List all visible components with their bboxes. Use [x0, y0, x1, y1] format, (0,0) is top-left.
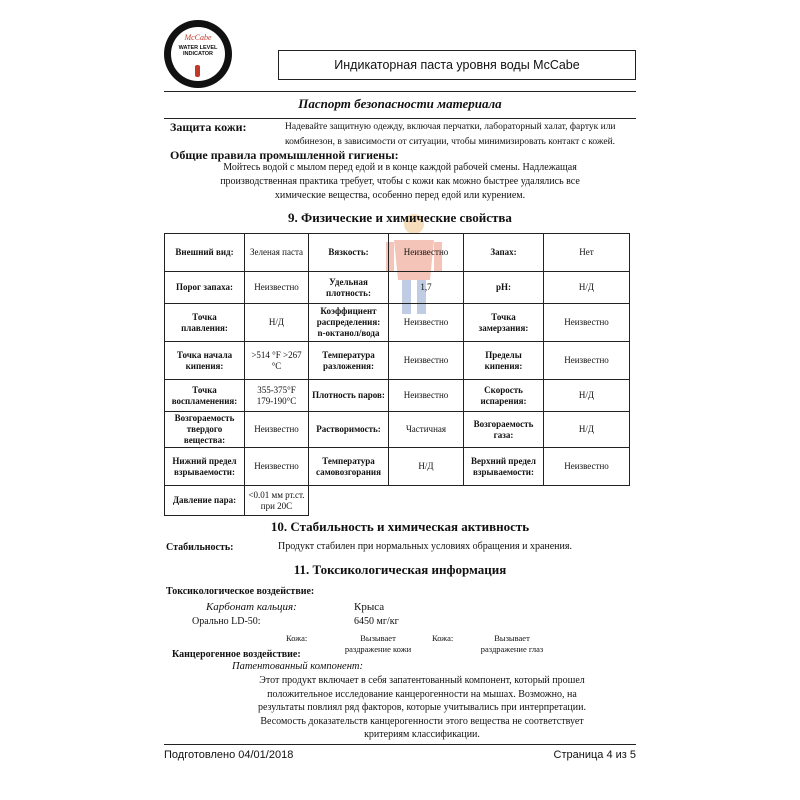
- logo-text: WATER LEVEL INDICATOR: [178, 45, 218, 57]
- prop-label: Удельная плотность:: [309, 272, 389, 304]
- eye-effect-label: Кожа:: [432, 633, 454, 643]
- prop-label: Скорость испарения:: [464, 380, 544, 412]
- prop-label: Вязкость:: [309, 234, 389, 272]
- prop-label: Внешний вид:: [165, 234, 245, 272]
- prop-value: <0.01 мм рт.ст. при 20С: [245, 486, 309, 516]
- prop-label: Возгораемость твердого вещества:: [165, 412, 245, 448]
- section-10-heading: 10. Стабильность и химическая активность: [270, 519, 530, 534]
- prop-value: Неизвестно: [544, 448, 630, 486]
- prop-label: Запах:: [464, 234, 544, 272]
- prop-label: Точка начала кипения:: [165, 342, 245, 380]
- prop-label: Температура разложения:: [309, 342, 389, 380]
- prop-value: 1,7: [389, 272, 464, 304]
- hygiene-text: Мойтесь водой с мылом перед едой и в конце каждой рабочей смены. Надлежащая производственная практика требует, чтобы с кожи как можно быстрее удалялись все химические вещества, особенно перед едой или курением.: [220, 162, 580, 201]
- table-row: [165, 486, 630, 516]
- prop-label: Коэффициент распределения: n-октанол/вода: [309, 304, 389, 342]
- footer-divider: [164, 744, 636, 745]
- logo-script: McCabe: [184, 33, 212, 42]
- header-divider-bottom: [164, 118, 636, 119]
- eye-effect-value: Вызывает раздражение глаз: [480, 633, 544, 654]
- prop-label: Пределы кипения:: [464, 342, 544, 380]
- prop-value: Н/Д: [544, 272, 630, 304]
- document-subtitle: Паспорт безопасности материала: [298, 96, 502, 111]
- prop-label: Порог запаха:: [165, 272, 245, 304]
- oral-ld50-label: Орально LD-50:: [192, 616, 261, 627]
- proprietary-component-label: Патентованный компонент:: [232, 661, 363, 672]
- hygiene-heading: Общие правила промышленной гигиены:: [170, 148, 399, 162]
- section-9-heading: 9. Физические и химические свойства: [288, 210, 512, 225]
- prop-label: Давление пара:: [165, 486, 245, 516]
- prop-value: >514 °F >267 °C: [245, 342, 309, 380]
- header-divider-top: [164, 91, 636, 92]
- section-11-heading: 11. Токсикологическая информация: [293, 562, 507, 577]
- prop-label: Возгораемость газа:: [464, 412, 544, 448]
- prop-value: Неизвестно: [544, 304, 630, 342]
- table-row: [165, 272, 630, 304]
- substance-name: Карбонат кальция:: [206, 601, 297, 613]
- oral-ld50-value: 6450 мг/кг: [354, 616, 399, 627]
- table-row: [165, 234, 630, 272]
- table-row: [165, 412, 630, 448]
- prop-label: Температура самовозгорания: [309, 448, 389, 486]
- prop-value: Неизвестно: [245, 412, 309, 448]
- stability-text: Продукт стабилен при нормальных условиях обращения и хранения.: [278, 541, 572, 552]
- carcinogenic-label: Канцерогенное воздействие:: [172, 649, 301, 660]
- physical-properties-table: [164, 233, 630, 516]
- tox-effects-label: Токсикологическое воздействие:: [166, 586, 315, 597]
- document-title: Индикаторная паста уровня воды McCabe: [278, 50, 636, 80]
- prop-value: Н/Д: [544, 412, 630, 448]
- company-logo: [164, 20, 232, 88]
- prop-label: Растворимость:: [309, 412, 389, 448]
- skin-effect-label: Кожа:: [286, 633, 308, 643]
- skin-protection-label: Защита кожи:: [170, 120, 247, 134]
- prop-label: Точка плавления:: [165, 304, 245, 342]
- prop-value: Неизвестно: [389, 304, 464, 342]
- prop-label: pH:: [464, 272, 544, 304]
- skin-effect-value: Вызывает раздражение кожи: [344, 633, 412, 654]
- table-row: [165, 304, 630, 342]
- table-row: [165, 448, 630, 486]
- prop-label: Верхний предел взрываемости:: [464, 448, 544, 486]
- prop-value: Неизвестно: [389, 234, 464, 272]
- prop-value: Неизвестно: [389, 342, 464, 380]
- prop-value: Неизвестно: [389, 380, 464, 412]
- prop-value: Н/Д: [245, 304, 309, 342]
- prop-label: Точка воспламенения:: [165, 380, 245, 412]
- table-row: [165, 342, 630, 380]
- empty-cell: [309, 486, 630, 516]
- carcinogenic-text: Этот продукт включает в себя запатентованный компонент, который прошел положительное исследование канцерогенности на мышах. Возможно, на результаты повлиял ряд факторов, которые учитывались при интерпретации. Весомость доказательств канцерогенности этого вещества не соответствует критериям классификации.: [258, 675, 586, 740]
- prop-label: Нижний предел взрываемости:: [165, 448, 245, 486]
- prop-value: Нет: [544, 234, 630, 272]
- prop-value: Н/Д: [544, 380, 630, 412]
- page-number: Страница 4 из 5: [553, 749, 636, 761]
- prepared-date: Подготовлено 04/01/2018: [164, 749, 294, 761]
- prop-value: Неизвестно: [245, 272, 309, 304]
- prop-label: Плотность паров:: [309, 380, 389, 412]
- stability-label: Стабильность:: [166, 542, 234, 553]
- skin-protection-text: Надевайте защитную одежду, включая перчатки, лабораторный халат, фартук или комбинезон, в зависимости от ситуации, чтобы минимизировать контакт с кожей.: [285, 122, 616, 147]
- table-row: [165, 380, 630, 412]
- prop-value: Частичная: [389, 412, 464, 448]
- prop-label: Точка замерзания:: [464, 304, 544, 342]
- prop-value: Неизвестно: [544, 342, 630, 380]
- test-species: Крыса: [354, 601, 385, 613]
- prop-value: Н/Д: [389, 448, 464, 486]
- prop-value: 355-375°F 179-190°C: [245, 380, 309, 412]
- logo-tube-icon: [195, 65, 200, 77]
- prop-value: Неизвестно: [245, 448, 309, 486]
- prop-value: Зеленая паста: [245, 234, 309, 272]
